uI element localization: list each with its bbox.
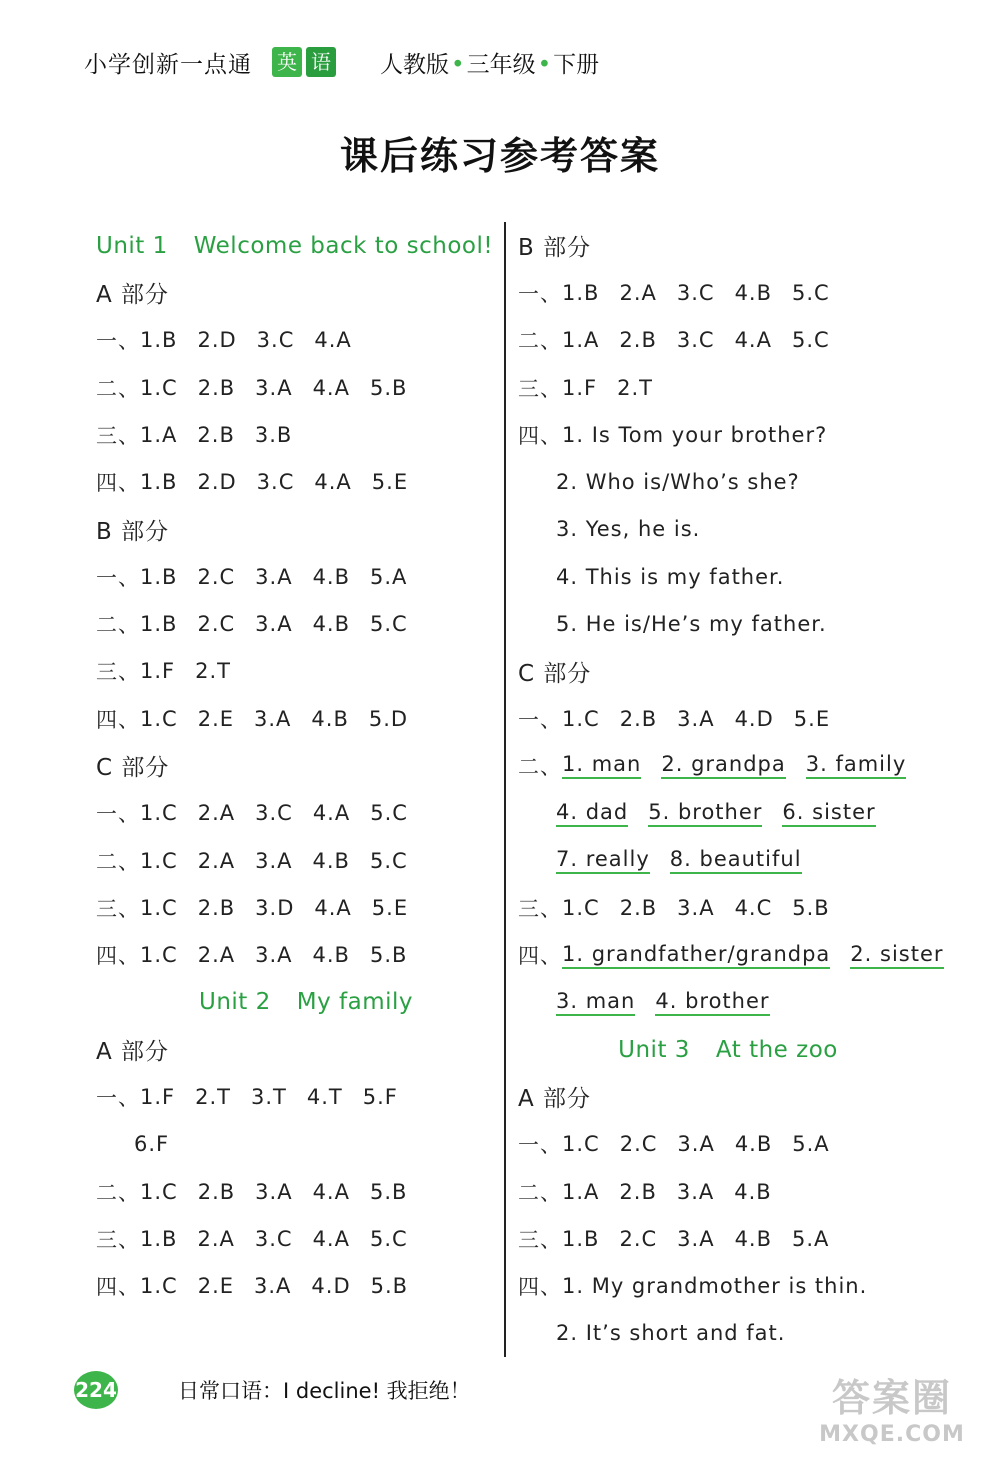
- answer-item: 4.B: [312, 612, 351, 637]
- answer-item: 3.A: [255, 375, 293, 400]
- answer-item: 2.B: [619, 1179, 657, 1204]
- answer-item: 1.C: [562, 1132, 600, 1157]
- answer-item: 3.C: [256, 328, 295, 353]
- answer-line: [96, 600, 516, 647]
- answer-item: 1.A: [562, 328, 600, 353]
- answer-item: 1.B: [140, 1226, 178, 1251]
- answer-item: 4. brother: [655, 989, 769, 1016]
- unit-title: At the zoo: [715, 1036, 838, 1063]
- question-number: 四、: [96, 471, 140, 496]
- answer-column-left: [96, 222, 516, 1310]
- answer-item: 3.A: [677, 895, 715, 920]
- answer-line: [96, 884, 516, 931]
- answer-item: 2.B: [619, 328, 657, 353]
- answer-line: [96, 1073, 516, 1120]
- answer-item: 3.A: [677, 706, 715, 731]
- answer-line: [518, 1168, 938, 1215]
- answer-item: 1.B: [562, 1226, 600, 1251]
- answer-item: 5.A: [370, 564, 408, 589]
- section-heading: A 部分: [96, 1039, 170, 1066]
- answer-line: [518, 931, 944, 978]
- edition-volume: 下册: [553, 51, 600, 78]
- answer-item: 4.A: [312, 801, 351, 826]
- answer-item: 2.C: [197, 612, 236, 637]
- answer-item: 5.A: [792, 1226, 830, 1251]
- answer-line: [518, 884, 938, 931]
- question-number: 四、: [96, 1275, 140, 1300]
- answer-item: 4.D: [734, 706, 774, 731]
- answer-item: 2.D: [197, 470, 237, 495]
- answer-item: 4. dad: [556, 800, 628, 827]
- answer-item: 1. My grandmother is thin.: [562, 1274, 868, 1299]
- question-number: 一、: [518, 281, 562, 306]
- unit-heading: [96, 979, 516, 1026]
- answer-item: 2.B: [197, 1179, 236, 1204]
- answer-item: 6.F: [134, 1132, 170, 1157]
- answer-item: 1.B: [140, 564, 178, 589]
- answer-item: 3. Yes, he is.: [556, 517, 701, 542]
- answer-item: 4.B: [312, 848, 350, 873]
- answer-item: 2.B: [197, 422, 235, 447]
- watermark: [792, 1367, 992, 1457]
- edition-grade: 三年级: [466, 51, 536, 78]
- footer-phrase: 日常口语：I decline! 我拒绝！: [178, 1379, 471, 1403]
- answer-item: 5.C: [792, 280, 830, 305]
- answer-item: 5.C: [370, 801, 408, 826]
- answer-item: 2.D: [197, 328, 237, 353]
- section-heading: C 部分: [96, 755, 170, 782]
- answer-line: [518, 411, 938, 458]
- answer-item: 4.B: [311, 706, 349, 731]
- question-number: 一、: [96, 565, 140, 590]
- answer-item: 2.A: [197, 801, 236, 826]
- answer-item: 6. sister: [782, 800, 875, 827]
- answer-line: [518, 1263, 938, 1310]
- answer-item: 2.A: [197, 1226, 235, 1251]
- section-heading: A 部分: [518, 1086, 592, 1113]
- answer-item: 4.A: [312, 1179, 350, 1204]
- answer-line: [518, 837, 938, 884]
- answer-item: 7. really: [556, 847, 650, 874]
- answer-item: 4.B: [312, 564, 351, 589]
- answer-item: 4.A: [312, 1226, 350, 1251]
- answer-line: [518, 1215, 938, 1262]
- answer-line: [96, 790, 516, 837]
- answer-item: 1.A: [562, 1179, 600, 1204]
- answer-item: 2.T: [617, 375, 653, 400]
- answer-item: 1.C: [140, 895, 178, 920]
- answer-item: 1. grandfather/grandpa: [562, 942, 830, 969]
- answer-item: 5.B: [369, 375, 408, 400]
- question-number: 二、: [96, 376, 140, 401]
- answer-item: 1.C: [562, 895, 600, 920]
- answer-item: 3.C: [676, 280, 715, 305]
- watermark-url: MXQE.COM: [819, 1422, 965, 1447]
- answer-item: 3.A: [677, 1226, 715, 1251]
- edition-publisher: 人教版: [380, 51, 449, 78]
- answer-item: 2.C: [619, 1226, 658, 1251]
- answer-item: 1.C: [562, 706, 600, 731]
- answer-item: 5.A: [792, 1132, 830, 1157]
- answer-item: 1. Is Tom your brother?: [562, 422, 828, 447]
- answer-item: 3. family: [806, 752, 907, 779]
- answer-item: 2.T: [195, 1084, 231, 1109]
- answer-line: [96, 411, 516, 458]
- answer-column-right: [518, 222, 944, 1357]
- answer-item: 5.C: [369, 848, 408, 873]
- question-number: 三、: [96, 1227, 140, 1252]
- answer-item: 3.A: [255, 1179, 293, 1204]
- answer-item: 3.C: [676, 328, 715, 353]
- question-number: 四、: [96, 707, 140, 732]
- answer-item: 1.C: [140, 801, 178, 826]
- answer-item: 2. sister: [850, 942, 943, 969]
- answer-item: 3.A: [677, 1132, 715, 1157]
- question-number: 三、: [518, 896, 562, 921]
- column-divider: [504, 222, 506, 1357]
- answer-line: [96, 1121, 516, 1168]
- answer-item: 4.T: [306, 1084, 343, 1109]
- answer-item: 5.B: [369, 1179, 408, 1204]
- answer-item: 4.A: [314, 328, 352, 353]
- answer-item: 2. Who is/Who’s she?: [556, 470, 800, 495]
- answer-item: 3. man: [556, 989, 635, 1016]
- answer-line: [96, 317, 516, 364]
- answer-line: [96, 837, 516, 884]
- subject-char: 英: [272, 47, 302, 77]
- question-number: 一、: [96, 1085, 140, 1110]
- answer-item: 5. brother: [648, 800, 762, 827]
- answer-item: 1.F: [562, 375, 598, 400]
- answer-item: 4.B: [734, 1179, 772, 1204]
- answer-item: 1.C: [140, 943, 178, 968]
- answer-line: [518, 600, 938, 647]
- answer-item: 4.B: [734, 1226, 773, 1251]
- answer-item: 2.B: [619, 895, 658, 920]
- answer-item: 4.B: [312, 943, 350, 968]
- answer-item: 5.C: [791, 328, 830, 353]
- question-number: 三、: [96, 660, 140, 685]
- answer-item: 3.A: [255, 612, 293, 637]
- answer-item: 5.E: [371, 895, 409, 920]
- watermark-logo: 答案圈: [831, 1376, 952, 1420]
- answer-item: 1.C: [140, 706, 178, 731]
- answer-item: 3.A: [254, 706, 292, 731]
- answer-line: [518, 1121, 938, 1168]
- answer-item: 3.A: [255, 564, 293, 589]
- answer-item: 4.D: [311, 1274, 351, 1299]
- answer-line: [518, 317, 938, 364]
- section-heading: B 部分: [96, 518, 170, 545]
- question-number: 二、: [518, 1180, 562, 1205]
- answer-item: 1.F: [140, 1084, 176, 1109]
- answer-item: 5.B: [369, 943, 408, 968]
- unit-number: Unit 3: [618, 1036, 690, 1063]
- unit-number: Unit 2: [198, 989, 271, 1016]
- separator-dot: •: [451, 51, 465, 78]
- question-number: 二、: [96, 1180, 140, 1205]
- answer-line: [96, 695, 516, 742]
- question-number: 二、: [96, 613, 140, 638]
- answer-item: 2. It’s short and fat.: [556, 1321, 786, 1346]
- answer-line: [518, 458, 938, 505]
- page-title: 课后练习参考答案: [339, 133, 660, 178]
- section-heading: B 部分: [518, 235, 592, 262]
- question-number: 四、: [96, 944, 140, 969]
- question-number: 一、: [96, 329, 140, 354]
- answer-item: 1.A: [140, 422, 178, 447]
- answer-item: 2.E: [197, 1274, 235, 1299]
- answer-item: 1.C: [140, 848, 178, 873]
- answer-item: 2.B: [197, 895, 236, 920]
- answer-item: 1.B: [140, 470, 178, 495]
- page-footer: [74, 1370, 471, 1410]
- question-number: 三、: [518, 376, 562, 401]
- answer-item: 5.E: [793, 706, 831, 731]
- answer-item: 1.F: [140, 659, 176, 684]
- unit-heading: [518, 1026, 938, 1073]
- answer-item: 2.T: [195, 659, 231, 684]
- question-number: 四、: [518, 944, 562, 969]
- answer-item: 5.C: [369, 1226, 408, 1251]
- question-number: 三、: [518, 1227, 562, 1252]
- answer-item: 2.C: [197, 564, 236, 589]
- page-number: 224: [74, 1371, 118, 1409]
- answer-line: [96, 648, 516, 695]
- question-number: 一、: [96, 802, 140, 827]
- question-number: 四、: [518, 1275, 562, 1300]
- answer-item: 4.A: [314, 895, 352, 920]
- answer-item: 3.T: [251, 1084, 287, 1109]
- answer-item: 4. This is my father.: [556, 564, 785, 589]
- question-number: 一、: [518, 707, 562, 732]
- answer-item: 3.D: [255, 895, 295, 920]
- answer-item: 3.A: [255, 943, 293, 968]
- answer-item: 4.A: [314, 470, 352, 495]
- answer-item: 2.E: [197, 706, 235, 731]
- answer-line: [96, 1168, 516, 1215]
- question-number: 二、: [96, 849, 140, 874]
- unit-title: Welcome back to school!: [193, 232, 494, 259]
- answer-item: 5. He is/He’s my father.: [556, 612, 827, 637]
- answer-item: 4.A: [734, 328, 772, 353]
- answer-line: [518, 364, 938, 411]
- answer-item: 1.C: [140, 375, 178, 400]
- answer-line: [518, 979, 938, 1026]
- answer-item: 4.A: [312, 375, 350, 400]
- answer-item: 5.C: [370, 612, 408, 637]
- answer-item: 3.A: [254, 1274, 292, 1299]
- answer-line: [518, 742, 938, 789]
- answer-item: 1.B: [140, 328, 178, 353]
- answer-item: 4.C: [734, 895, 773, 920]
- answer-item: 8. beautiful: [670, 847, 802, 874]
- answer-item: 2.B: [197, 375, 236, 400]
- answer-item: 2. grandpa: [661, 752, 785, 779]
- unit-number: Unit 1: [96, 232, 168, 259]
- answer-line: [96, 553, 516, 600]
- answer-line: [96, 458, 516, 505]
- answer-item: 1.B: [562, 280, 600, 305]
- answer-item: 1.C: [140, 1274, 178, 1299]
- answer-item: 5.F: [362, 1084, 398, 1109]
- answer-line: [96, 1215, 516, 1262]
- answer-item: 2.A: [619, 280, 657, 305]
- question-number: 三、: [96, 896, 140, 921]
- answer-item: 1.C: [140, 1179, 178, 1204]
- section-heading: A 部分: [96, 282, 170, 309]
- answer-line: [96, 1263, 516, 1310]
- section-heading: C 部分: [518, 660, 592, 687]
- answer-line: [96, 364, 516, 411]
- answer-line: [518, 695, 938, 742]
- answer-item: 3.A: [255, 848, 293, 873]
- subject-badge: [272, 47, 336, 77]
- answer-line: [518, 553, 938, 600]
- question-number: 二、: [518, 329, 562, 354]
- answer-item: 2.B: [619, 706, 658, 731]
- subject-char: 语: [306, 47, 336, 77]
- series-title: 小学创新一点通: [84, 51, 252, 78]
- answer-item: 3.B: [254, 422, 293, 447]
- answer-item: 3.C: [255, 801, 293, 826]
- book-header: [84, 42, 599, 82]
- unit-title: My family: [296, 989, 414, 1016]
- answer-item: 5.B: [792, 895, 830, 920]
- answer-item: 5.E: [371, 470, 409, 495]
- answer-item: 4.B: [734, 280, 773, 305]
- separator-dot: •: [537, 51, 552, 78]
- answer-line: [96, 931, 516, 978]
- answer-item: 1.B: [140, 612, 178, 637]
- unit-heading: [96, 222, 516, 269]
- answer-line: [518, 1310, 938, 1357]
- answer-item: 5.D: [368, 706, 409, 731]
- answer-item: 1. man: [562, 752, 641, 779]
- answer-line: [518, 506, 938, 553]
- edition-info: [380, 46, 599, 79]
- answer-item: 2.A: [197, 943, 236, 968]
- question-number: 一、: [518, 1133, 562, 1158]
- answer-item: 3.A: [676, 1179, 715, 1204]
- answer-item: 3.C: [256, 470, 295, 495]
- question-number: 四、: [518, 423, 562, 448]
- answer-item: 4.B: [734, 1132, 773, 1157]
- answer-item: 3.C: [254, 1226, 293, 1251]
- question-number: 二、: [518, 754, 562, 779]
- answer-item: 2.C: [619, 1132, 658, 1157]
- answer-line: [518, 269, 938, 316]
- question-number: 三、: [96, 423, 140, 448]
- answer-item: 5.B: [370, 1274, 409, 1299]
- answer-line: [518, 790, 938, 837]
- answer-item: 2.A: [197, 848, 236, 873]
